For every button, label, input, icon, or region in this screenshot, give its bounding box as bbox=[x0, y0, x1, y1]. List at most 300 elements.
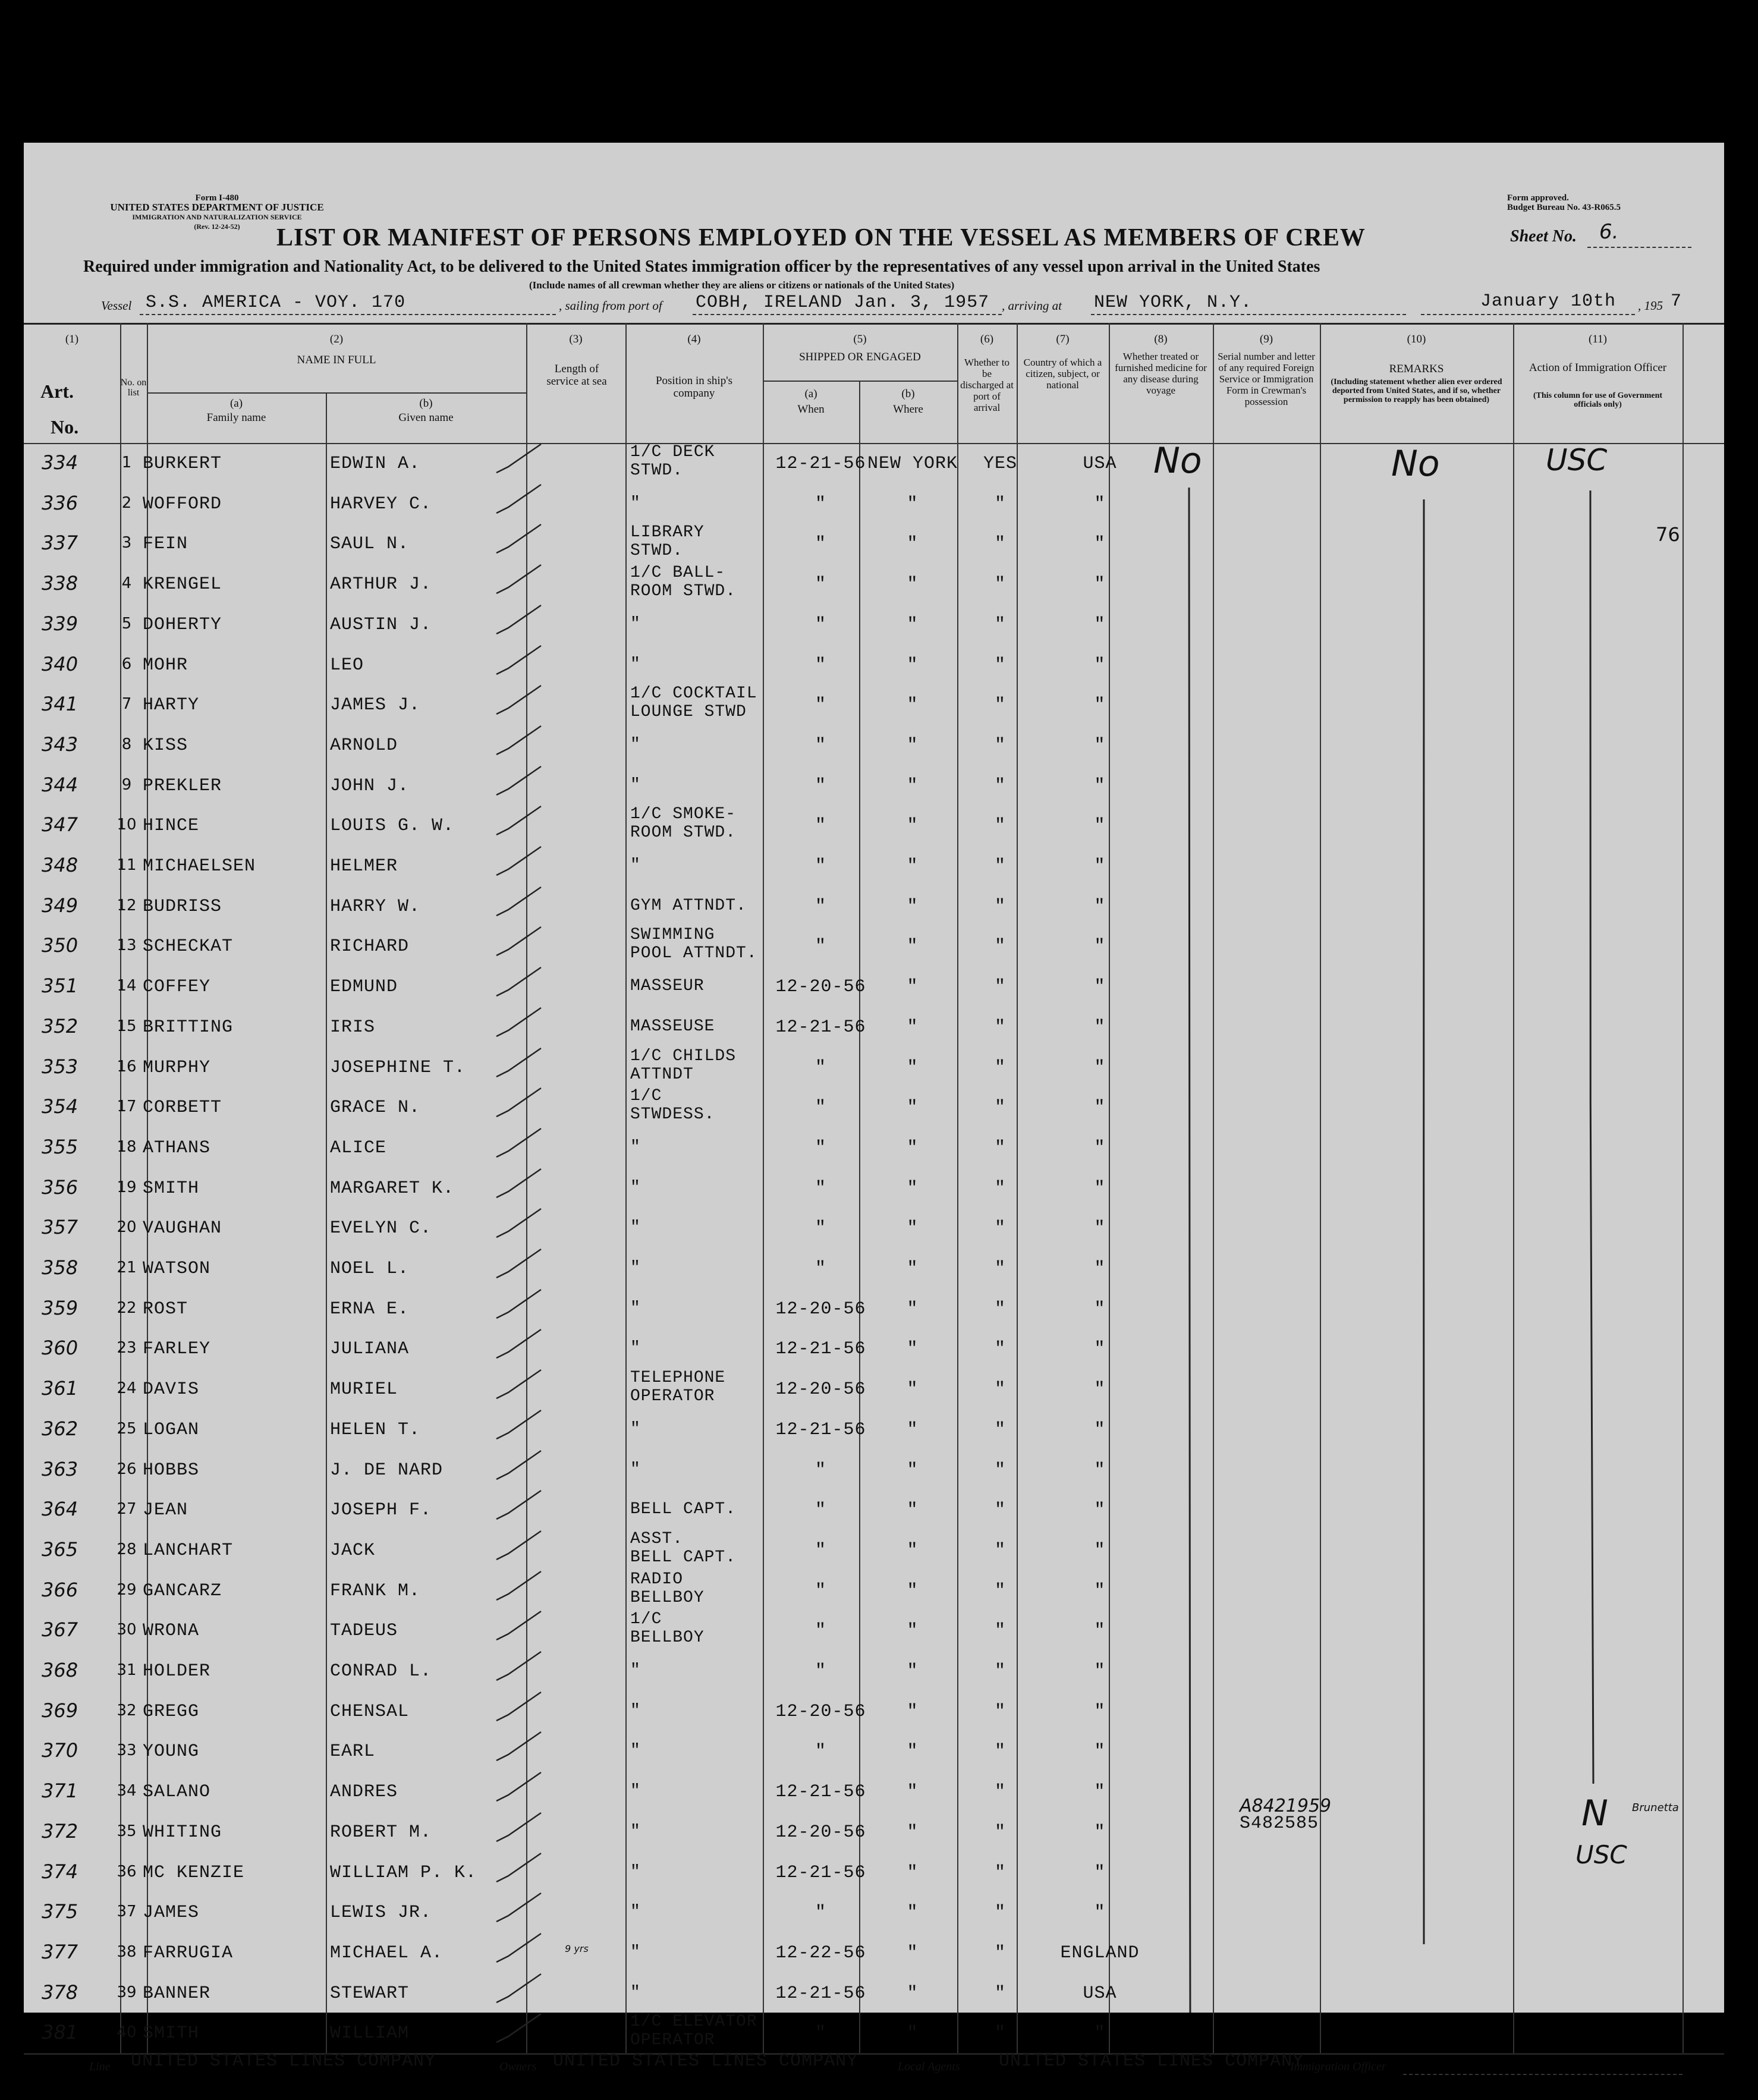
art-number: 367 bbox=[42, 1618, 78, 1642]
list-number: 31 bbox=[117, 1661, 137, 1679]
art-number: 368 bbox=[42, 1659, 78, 1681]
action-39-mark: USC bbox=[1575, 1840, 1627, 1869]
country: " bbox=[1094, 1419, 1106, 1440]
shipped-where: " bbox=[907, 775, 919, 796]
position: " bbox=[630, 493, 641, 513]
shipped-where: " bbox=[907, 1621, 919, 1642]
family-name: SALANO bbox=[143, 1782, 211, 1803]
shipped-when: " bbox=[814, 856, 826, 876]
given-name: TADEUS bbox=[330, 1621, 398, 1642]
country: " bbox=[1094, 936, 1106, 957]
family-name: LANCHART bbox=[143, 1540, 234, 1561]
family-name-header: Family name bbox=[206, 411, 266, 424]
country: " bbox=[1094, 977, 1106, 998]
family-name: YOUNG bbox=[143, 1741, 200, 1762]
shipped-when: " bbox=[814, 1098, 826, 1118]
discharged: " bbox=[994, 735, 1006, 756]
list-number: 26 bbox=[117, 1460, 137, 1478]
country: " bbox=[1094, 614, 1106, 635]
discharged: " bbox=[994, 695, 1006, 716]
shipped-where: " bbox=[907, 1661, 919, 1681]
country: " bbox=[1094, 2023, 1106, 2044]
shipped-when: " bbox=[814, 1540, 826, 1561]
col10-number: (10) bbox=[1407, 333, 1426, 345]
position: " bbox=[630, 1419, 641, 1438]
position: " bbox=[630, 1218, 641, 1237]
discharged: " bbox=[994, 856, 1006, 876]
art-number: 347 bbox=[42, 813, 78, 837]
list-number: 32 bbox=[117, 1701, 137, 1719]
shipped-when: " bbox=[814, 1178, 826, 1199]
shipped-where: " bbox=[907, 1339, 919, 1360]
list-number: 20 bbox=[117, 1218, 137, 1237]
family-name: MOHR bbox=[143, 655, 188, 675]
shipped-when: 12-21-56 bbox=[775, 454, 866, 474]
list-number: 1 bbox=[121, 454, 132, 471]
family-name: BANNER bbox=[143, 1983, 211, 2004]
family-name: BURKERT bbox=[143, 454, 222, 474]
position: SWIMMING POOL ATTNDT. bbox=[630, 926, 757, 963]
art-number: 360 bbox=[42, 1337, 78, 1360]
discharged: " bbox=[994, 1379, 1006, 1400]
shipped-when: " bbox=[814, 614, 826, 635]
discharged: " bbox=[994, 816, 1006, 837]
shipped-where: " bbox=[907, 1782, 919, 1803]
shipped-where: " bbox=[907, 1098, 919, 1118]
position: " bbox=[630, 655, 641, 674]
family-name: HOLDER bbox=[143, 1661, 211, 1681]
shipped-where: " bbox=[907, 1379, 919, 1400]
position: " bbox=[630, 1178, 641, 1197]
arriving-label: , arriving at bbox=[1002, 298, 1062, 313]
list-number: 38 bbox=[117, 1942, 137, 1961]
country: " bbox=[1094, 1218, 1106, 1239]
col4-number: (4) bbox=[687, 333, 701, 345]
shipped-when: " bbox=[814, 493, 826, 514]
list-number: 14 bbox=[117, 977, 137, 995]
discharged: " bbox=[994, 1942, 1006, 1963]
family-name: JAMES bbox=[143, 1903, 200, 1923]
given-name: WILLIAM bbox=[330, 2023, 410, 2044]
country: " bbox=[1094, 1299, 1106, 1319]
family-name: KISS bbox=[143, 735, 188, 756]
position: " bbox=[630, 1259, 641, 1277]
given-name: EARL bbox=[330, 1741, 376, 1762]
serial-header: Serial number and letter of any required Foreign Service or Immigration Form in Crewman's possession bbox=[1218, 351, 1315, 407]
country-header: Country of which a citizen, subject, or national bbox=[1023, 357, 1102, 391]
shipped-where: " bbox=[907, 1137, 919, 1158]
serial-38-line2: S482585 bbox=[1240, 1813, 1319, 1834]
list-number: 28 bbox=[117, 1540, 137, 1558]
discharged: " bbox=[994, 1983, 1006, 2004]
position: " bbox=[630, 856, 641, 875]
include-note: (Include names of all crewman whether they are aliens or citizens or nationals of the United States) bbox=[529, 279, 955, 291]
given-name: SAUL N. bbox=[330, 534, 410, 555]
given-name: JAMES J. bbox=[330, 695, 421, 716]
sailing-label: , sailing from port of bbox=[559, 298, 662, 313]
position: BELL CAPT. bbox=[630, 1500, 737, 1519]
shipped-where: " bbox=[907, 1057, 919, 1078]
list-number: 36 bbox=[117, 1862, 137, 1881]
crew-row bbox=[24, 2013, 1724, 2049]
position: " bbox=[630, 1822, 641, 1841]
discharged: " bbox=[994, 574, 1006, 595]
sheet-label: Sheet No. bbox=[1510, 227, 1577, 246]
shipped-when: 12-20-56 bbox=[775, 1299, 866, 1319]
shipped-when: 12-21-56 bbox=[775, 1983, 866, 2004]
given-name: J. DE NARD bbox=[330, 1460, 444, 1480]
family-name: SMITH bbox=[143, 2023, 200, 2044]
country: " bbox=[1094, 1580, 1106, 1601]
list-number: 24 bbox=[117, 1379, 137, 1398]
given-name: FRANK M. bbox=[330, 1580, 421, 1601]
shipped-when: 12-22-56 bbox=[775, 1942, 866, 1963]
country: " bbox=[1094, 655, 1106, 675]
discharged: " bbox=[994, 1862, 1006, 1883]
form-subtitle: Required under immigration and Nationality Act, to be delivered to the United States immigration officer by the representatives of any vessel upon arrival in the United States bbox=[83, 257, 1320, 276]
given-name: ARNOLD bbox=[330, 735, 398, 756]
discharged: " bbox=[994, 1178, 1006, 1199]
list-number: 8 bbox=[121, 735, 132, 753]
family-name: DOHERTY bbox=[143, 614, 222, 635]
shipped-when: " bbox=[814, 1460, 826, 1480]
discharged: " bbox=[994, 1580, 1006, 1601]
shipped-where: " bbox=[907, 936, 919, 957]
art-number: 350 bbox=[42, 934, 78, 957]
shipped-where: " bbox=[907, 1862, 919, 1883]
position: 1/C ELEVATOR OPERATOR bbox=[630, 2013, 757, 2050]
list-number: 35 bbox=[117, 1822, 137, 1840]
discharged: " bbox=[994, 1540, 1006, 1561]
country: " bbox=[1094, 493, 1106, 514]
country: " bbox=[1094, 1017, 1106, 1038]
given-name: LEO bbox=[330, 655, 364, 675]
given-name: AUSTIN J. bbox=[330, 614, 432, 635]
year-prefix: , 195 bbox=[1638, 298, 1663, 313]
footer-agents: UNITED STATES LINES COMPANY bbox=[999, 2051, 1304, 2071]
given-name: MICHAEL A. bbox=[330, 1942, 444, 1963]
footer-owners-label: Owners bbox=[499, 2060, 537, 2073]
family-name: COFFEY bbox=[143, 977, 211, 998]
shipped-where: " bbox=[907, 1259, 919, 1279]
action-header: Action of Immigration Officer bbox=[1529, 361, 1667, 374]
position: " bbox=[630, 1460, 641, 1479]
family-name: DAVIS bbox=[143, 1379, 200, 1400]
check-tick bbox=[490, 2013, 550, 2048]
list-number: 4 bbox=[121, 574, 132, 593]
list-number: 6 bbox=[121, 655, 132, 673]
art-number: 344 bbox=[42, 773, 78, 796]
art-number: 336 bbox=[42, 491, 78, 514]
family-name: WRONA bbox=[143, 1621, 200, 1642]
when-sub: (a) bbox=[804, 388, 817, 400]
country: " bbox=[1094, 1701, 1106, 1722]
footer-owners: UNITED STATES LINES COMPANY bbox=[553, 2051, 858, 2071]
shipped-where: " bbox=[907, 1500, 919, 1521]
shipped-when: 12-20-56 bbox=[775, 1701, 866, 1722]
discharged: " bbox=[994, 775, 1006, 796]
shipped-when: " bbox=[814, 655, 826, 675]
position: " bbox=[630, 1741, 641, 1761]
family-name: PREKLER bbox=[143, 775, 222, 796]
shipped-where: " bbox=[907, 896, 919, 917]
list-number: 2 bbox=[121, 493, 132, 512]
given-name: HELMER bbox=[330, 856, 398, 876]
position: " bbox=[630, 775, 641, 794]
country: " bbox=[1094, 1339, 1106, 1360]
shipped-where: " bbox=[907, 1299, 919, 1319]
shipped-when: " bbox=[814, 1580, 826, 1601]
country: " bbox=[1094, 695, 1106, 716]
shipped-when: " bbox=[814, 1741, 826, 1762]
country: " bbox=[1094, 735, 1106, 756]
shipped-when: " bbox=[814, 1137, 826, 1158]
art-number: 363 bbox=[42, 1457, 78, 1480]
discharged: " bbox=[994, 1017, 1006, 1038]
list-number: 33 bbox=[117, 1741, 137, 1760]
country: " bbox=[1094, 1460, 1106, 1480]
family-sub: (a) bbox=[229, 397, 243, 410]
country: " bbox=[1094, 816, 1106, 837]
list-number: 25 bbox=[117, 1419, 137, 1438]
discharged: " bbox=[994, 1057, 1006, 1078]
position: TELEPHONE OPERATOR bbox=[630, 1369, 726, 1406]
given-sub: (b) bbox=[419, 397, 433, 410]
action-ditto-stroke bbox=[1590, 491, 1593, 1784]
remarks-header: REMARKS bbox=[1389, 363, 1444, 375]
department: UNITED STATES DEPARTMENT OF JUSTICE bbox=[110, 202, 324, 213]
given-name: ANDRES bbox=[330, 1782, 398, 1803]
list-number: 21 bbox=[117, 1259, 137, 1277]
shipped-where: " bbox=[907, 534, 919, 555]
family-name: MURPHY bbox=[143, 1057, 211, 1078]
shipped-when: " bbox=[814, 1259, 826, 1279]
discharged: " bbox=[994, 1339, 1006, 1360]
where-sub: (b) bbox=[901, 388, 915, 400]
given-name: HARRY W. bbox=[330, 896, 421, 917]
col11-number: (11) bbox=[1589, 333, 1607, 345]
action-38-note: Brunetta bbox=[1632, 1802, 1679, 1814]
list-number: 11 bbox=[117, 856, 137, 874]
shipped-when: " bbox=[814, 1903, 826, 1923]
family-name: ROST bbox=[143, 1299, 188, 1319]
position: " bbox=[630, 1701, 641, 1720]
shipped-when: 12-20-56 bbox=[775, 977, 866, 998]
country: " bbox=[1094, 534, 1106, 555]
family-name: WHITING bbox=[143, 1822, 222, 1843]
family-name: CORBETT bbox=[143, 1098, 222, 1118]
footer-line-label: Line bbox=[89, 2060, 111, 2073]
tick-stroke bbox=[496, 2014, 541, 2042]
given-name: GRACE N. bbox=[330, 1098, 421, 1118]
shipped-when: " bbox=[814, 1500, 826, 1521]
discharged: " bbox=[994, 1661, 1006, 1681]
country: " bbox=[1094, 1741, 1106, 1762]
list-number: 40 bbox=[117, 2023, 137, 2042]
given-name: JACK bbox=[330, 1540, 376, 1561]
handwritten-ditto-lines bbox=[24, 143, 1724, 2013]
position: 1/C COCKTAIL LOUNGE STWD bbox=[630, 684, 757, 722]
shipped-where: " bbox=[907, 695, 919, 716]
list-number: 30 bbox=[117, 1621, 137, 1639]
country: " bbox=[1094, 1259, 1106, 1279]
discharged: " bbox=[994, 2023, 1006, 2044]
shipped-when: 12-21-56 bbox=[775, 1017, 866, 1038]
shipped-when: " bbox=[814, 896, 826, 917]
remarks-note: (Including statement whether alien ever ordered deported from United States, and if so, whether permission to reapply has been obtained) bbox=[1331, 378, 1502, 404]
art-number: 357 bbox=[42, 1216, 78, 1239]
art-number: 341 bbox=[42, 693, 78, 716]
country: " bbox=[1094, 775, 1106, 796]
art-number: 356 bbox=[42, 1175, 78, 1199]
discharged: " bbox=[994, 1903, 1006, 1923]
shipped-when: " bbox=[814, 936, 826, 957]
given-name: EDWIN A. bbox=[330, 454, 421, 474]
form-approved: Form approved. bbox=[1507, 193, 1569, 203]
shipped-where: " bbox=[907, 655, 919, 675]
col9-number: (9) bbox=[1259, 333, 1273, 345]
form-title: LIST OR MANIFEST OF PERSONS EMPLOYED ON THE VESSEL AS MEMBERS OF CREW bbox=[276, 224, 1366, 252]
given-name-header: Given name bbox=[398, 411, 454, 424]
art-number: 339 bbox=[42, 612, 78, 635]
discharged: " bbox=[994, 1218, 1006, 1239]
position: GYM ATTNDT. bbox=[630, 896, 747, 915]
discharged: " bbox=[994, 1741, 1006, 1762]
shipped-where: " bbox=[907, 574, 919, 595]
art-number: 334 bbox=[42, 451, 78, 474]
position: " bbox=[630, 735, 641, 754]
country: " bbox=[1094, 1178, 1106, 1199]
list-number: 17 bbox=[117, 1098, 137, 1116]
shipped-where: " bbox=[907, 1178, 919, 1199]
list-number: 10 bbox=[117, 816, 137, 834]
list-number: 39 bbox=[117, 1983, 137, 2001]
where-header: Where bbox=[893, 403, 923, 416]
art-number: 366 bbox=[42, 1578, 78, 1601]
family-name: ATHANS bbox=[143, 1137, 211, 1158]
family-name: WOFFORD bbox=[143, 493, 222, 514]
shipped-header: SHIPPED OR ENGAGED bbox=[799, 351, 921, 363]
discharged: " bbox=[994, 1500, 1006, 1521]
position: 1/C BALL- ROOM STWD. bbox=[630, 564, 737, 601]
given-name: HARVEY C. bbox=[330, 493, 432, 514]
shipped-where: " bbox=[907, 1218, 919, 1239]
name-in-full-header: NAME IN FULL bbox=[297, 354, 376, 366]
list-number: 37 bbox=[117, 1903, 137, 1921]
shipped-when: " bbox=[814, 735, 826, 756]
list-number: 22 bbox=[117, 1299, 137, 1317]
shipped-where: " bbox=[907, 1903, 919, 1923]
art-number: 355 bbox=[42, 1135, 78, 1158]
treated-no-mark: No bbox=[1153, 440, 1202, 482]
list-number: 19 bbox=[117, 1178, 137, 1196]
shipped-when: " bbox=[814, 695, 826, 716]
art-number: 354 bbox=[42, 1095, 78, 1118]
shipped-where: " bbox=[907, 816, 919, 837]
family-name: KRENGEL bbox=[143, 574, 222, 595]
col3-number: (3) bbox=[569, 333, 583, 345]
when-header: When bbox=[797, 403, 825, 416]
shipped-when: " bbox=[814, 816, 826, 837]
col8-number: (8) bbox=[1154, 333, 1168, 345]
given-name: EDMUND bbox=[330, 977, 398, 998]
family-name: GREGG bbox=[143, 1701, 200, 1722]
shipped-where: " bbox=[907, 1822, 919, 1843]
position: 1/C SMOKE- ROOM STWD. bbox=[630, 805, 737, 842]
shipped-when: 12-20-56 bbox=[775, 1822, 866, 1843]
art-number: 358 bbox=[42, 1256, 78, 1279]
position: " bbox=[630, 1942, 641, 1961]
family-name: FARLEY bbox=[143, 1339, 211, 1360]
given-name: HELEN T. bbox=[330, 1419, 421, 1440]
discharged-header: Whether to be discharged at port of arrival bbox=[960, 357, 1014, 413]
discharged: " bbox=[994, 614, 1006, 635]
art-number: 362 bbox=[42, 1417, 78, 1440]
discharged: " bbox=[994, 1419, 1006, 1440]
discharged: " bbox=[994, 1098, 1006, 1118]
list-number: 29 bbox=[117, 1580, 137, 1599]
country: " bbox=[1094, 1540, 1106, 1561]
position: " bbox=[630, 1983, 641, 2002]
sheet-number: 6. bbox=[1599, 220, 1619, 244]
given-name: ARTHUR J. bbox=[330, 574, 432, 595]
discharged: " bbox=[994, 493, 1006, 514]
list-number: 34 bbox=[117, 1782, 137, 1800]
shipped-when: " bbox=[814, 1057, 826, 1078]
country: " bbox=[1094, 1782, 1106, 1803]
discharged: " bbox=[994, 1259, 1006, 1279]
position: LIBRARY STWD. bbox=[630, 523, 705, 561]
family-name: FARRUGIA bbox=[143, 1942, 234, 1963]
discharged: " bbox=[994, 1460, 1006, 1480]
shipped-when: " bbox=[814, 574, 826, 595]
shipped-when: " bbox=[814, 1621, 826, 1642]
art-number: 370 bbox=[42, 1739, 78, 1762]
shipped-when: " bbox=[814, 1661, 826, 1681]
country: " bbox=[1094, 1098, 1106, 1118]
art-number: 372 bbox=[42, 1819, 78, 1843]
family-name: MC KENZIE bbox=[143, 1862, 245, 1883]
col2-number: (2) bbox=[329, 333, 344, 345]
position: " bbox=[630, 1903, 641, 1922]
shipped-where: " bbox=[907, 1017, 919, 1038]
family-name: SCHECKAT bbox=[143, 936, 234, 957]
family-name: HINCE bbox=[143, 816, 200, 837]
list-number: 23 bbox=[117, 1339, 137, 1357]
treated-ditto-stroke bbox=[1189, 488, 1190, 2013]
art-number: 374 bbox=[42, 1860, 78, 1883]
margin-number: 76 bbox=[1656, 523, 1680, 546]
country: " bbox=[1094, 1661, 1106, 1681]
country: " bbox=[1094, 896, 1106, 917]
vessel-name: S.S. AMERICA - VOY. 170 bbox=[146, 293, 406, 313]
remarks-no-mark: No bbox=[1391, 443, 1440, 485]
discharged: YES bbox=[983, 454, 1017, 474]
form-number: Form I-480 bbox=[195, 193, 239, 203]
serial-38-line1: A8421959 bbox=[1240, 1796, 1332, 1816]
budget-bureau: Budget Bureau No. 43-R065.5 bbox=[1507, 203, 1621, 212]
shipped-where: " bbox=[907, 2023, 919, 2044]
country: " bbox=[1094, 1862, 1106, 1883]
country: " bbox=[1094, 856, 1106, 876]
given-name: JOSEPHINE T. bbox=[330, 1057, 466, 1078]
discharged: " bbox=[994, 1782, 1006, 1803]
art-number: 377 bbox=[42, 1940, 78, 1963]
shipped-when: 12-21-56 bbox=[775, 1419, 866, 1440]
art-number: 349 bbox=[42, 894, 78, 917]
family-name: WATSON bbox=[143, 1259, 211, 1279]
arrival-date: January 10th bbox=[1480, 291, 1617, 312]
